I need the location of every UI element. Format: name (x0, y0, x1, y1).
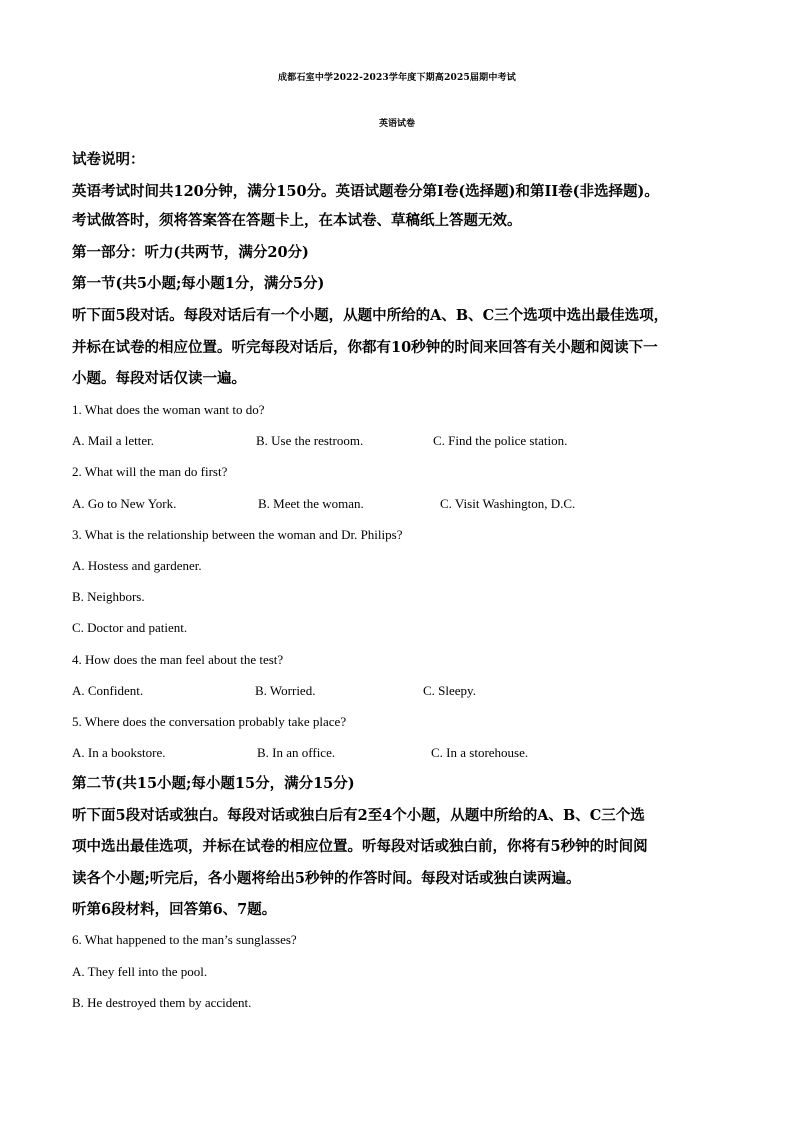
passage-6-heading: 听第6段材料，回答第6、7题。 (72, 901, 277, 918)
section1-directions-line-2: 并标在试卷的相应位置。听完每段对话后，你都有10秒钟的时间来回答有关小题和阅读下一 (72, 339, 658, 356)
instructions-line-2: 考试做答时，须将答案答在答题卡上，在本试卷、草稿纸上答题无效。 (72, 212, 522, 229)
section2-directions-line-3: 读各个小题;听完后，各小题将给出5秒钟的作答时间。每段对话或独白读两遍。 (72, 870, 581, 887)
section1-directions-line-3: 小题。每段对话仅读一遍。 (72, 370, 246, 387)
question-2-option-a: A. Go to New York. (72, 496, 177, 511)
part1-heading: 第一部分：听力(共两节，满分20分) (72, 244, 309, 261)
question-6-stem: 6. What happened to the man’s sunglasses? (72, 932, 297, 947)
question-3-option-b: B. Neighbors. (72, 589, 145, 604)
section2-directions-line-2: 项中选出最佳选项，并标在试卷的相应位置。听每段对话或独白前，你将有5秒钟的时间阅 (72, 838, 648, 855)
instructions-line-1: 英语考试时间共120分钟，满分150分。英语试题卷分第I卷(选择题)和第II卷(非选择题)。 (72, 183, 659, 200)
section2-heading: 第二节(共15小题;每小题15分，满分15分) (72, 775, 355, 792)
question-1-option-b: B. Use the restroom. (256, 433, 364, 448)
instructions-heading: 试卷说明： (72, 151, 145, 168)
exam-subtitle: 英语试卷 (378, 119, 415, 129)
question-4-option-c: C. Sleepy. (423, 683, 476, 698)
question-5-option-c: C. In a storehouse. (431, 745, 529, 760)
question-5-option-a: A. In a bookstore. (72, 745, 166, 760)
question-1-option-a: A. Mail a letter. (72, 433, 154, 448)
question-6-option-a: A. They fell into the pool. (72, 964, 208, 979)
section2-directions-line-1: 听下面5段对话或独白。每段对话或独白后有2至4个小题，从题中所给的A、B、C三个选 (72, 807, 645, 824)
question-4-stem: 4. How does the man feel about the test? (72, 652, 284, 667)
question-3-option-a: A. Hostess and gardener. (72, 558, 202, 573)
question-2-stem: 2. What will the man do first? (72, 464, 228, 479)
question-2-option-b: B. Meet the woman. (258, 496, 364, 511)
question-6-option-b: B. He destroyed them by accident. (72, 995, 252, 1010)
question-5-option-b: B. In an office. (257, 745, 336, 760)
question-3-stem: 3. What is the relationship between the woman and Dr. Philips? (72, 527, 403, 542)
question-4-option-a: A. Confident. (72, 683, 144, 698)
question-2-option-c: C. Visit Washington, D.C. (440, 496, 576, 511)
question-1-stem: 1. What does the woman want to do? (72, 402, 265, 417)
question-4-option-b: B. Worried. (255, 683, 316, 698)
section1-heading: 第一节(共5小题;每小题1分，满分5分) (72, 275, 325, 292)
question-5-stem: 5. Where does the conversation probably take place? (72, 714, 347, 729)
question-3-option-c: C. Doctor and patient. (72, 620, 188, 635)
section1-directions-line-1: 听下面5段对话。每段对话后有一个小题，从题中所给的A、B、C三个选项中选出最佳选项， (72, 307, 669, 324)
exam-title: 成都石室中学2022-2023学年度下期高2025届期中考试 (278, 73, 516, 83)
question-1-option-c: C. Find the police station. (433, 433, 568, 448)
